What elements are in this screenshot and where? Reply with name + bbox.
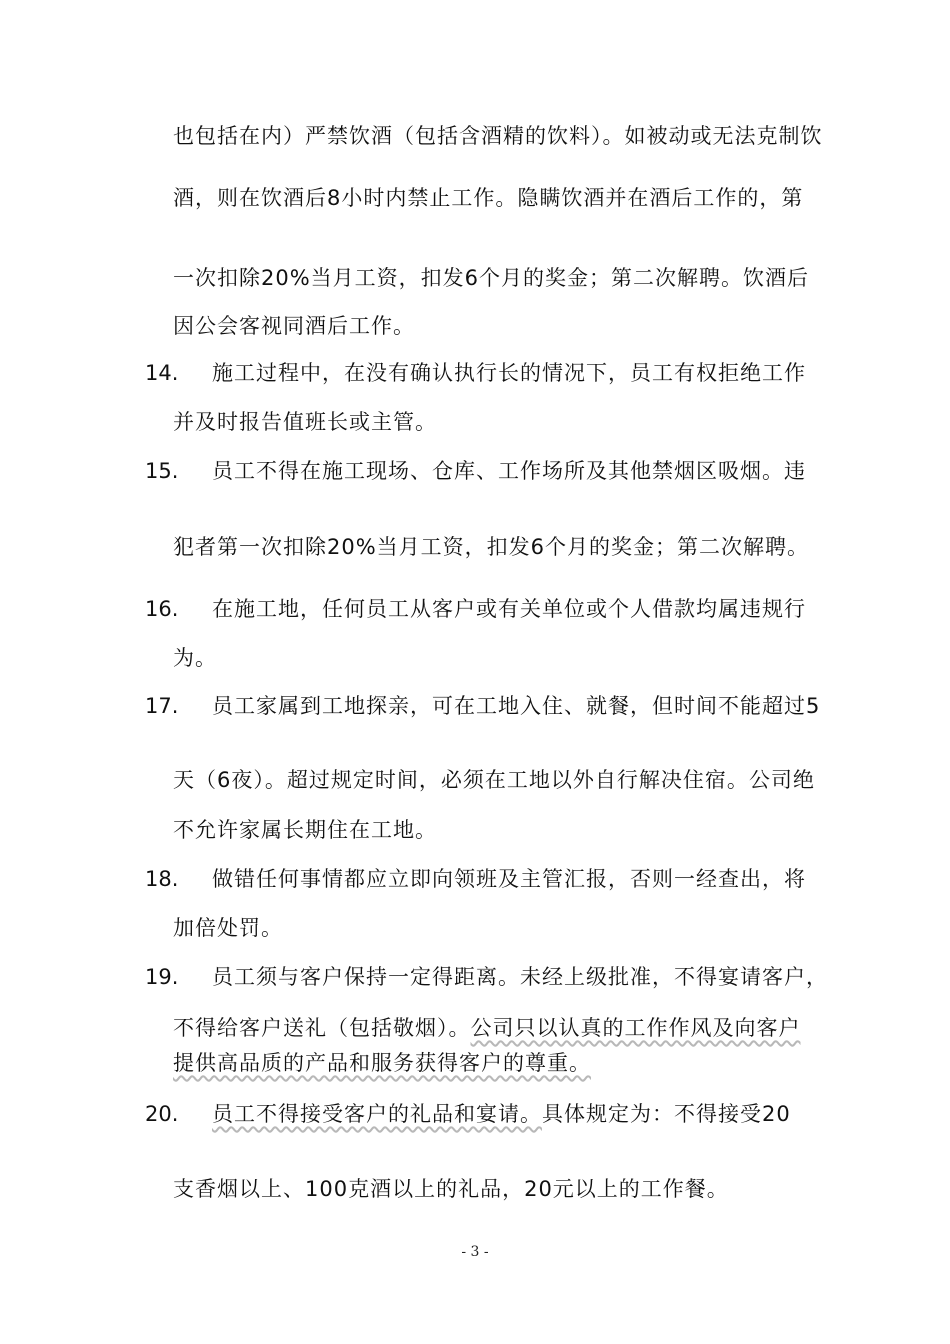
item-number: 18. <box>145 867 179 891</box>
paragraph-line: 因公会客视同酒后工作。 <box>173 314 415 338</box>
item-first-line: 员工须与客户保持一定得距离。未经上级批准，不得宴请客户， <box>212 965 828 989</box>
item-first-line: 施工过程中，在没有确认执行长的情况下，员工有权拒绝工作 <box>212 361 806 385</box>
grammar-marked-text: 公司只以认真的工作作风及向客户 <box>470 1016 801 1040</box>
grammar-marked-text: 员工不得接受客户的礼品和宴请。 <box>212 1102 542 1126</box>
item-first-line: 做错任何事情都应立即向领班及主管汇报，否则一经查出，将 <box>212 867 806 891</box>
paragraph-line: 一次扣除20%当月工资，扣发6个月的奖金；第二次解聘。饮酒后 <box>173 266 810 290</box>
paragraph-line: 加倍处罚。 <box>173 916 283 940</box>
paragraph-line: 犯者第一次扣除20%当月工资，扣发6个月的奖金；第二次解聘。 <box>173 535 810 559</box>
grammar-marked-text: 提供高品质的产品和服务获得客户的尊重。 <box>173 1051 591 1075</box>
item-number: 15. <box>145 459 179 483</box>
item-first-line: 员工不得在施工现场、仓库、工作场所及其他禁烟区吸烟。违 <box>212 459 806 483</box>
paragraph-line: 为。 <box>173 646 217 670</box>
item-first-line: 员工家属到工地探亲，可在工地入住、就餐，但时间不能超过5 <box>212 694 821 718</box>
paragraph-line <box>173 1049 591 1077</box>
paragraph-line: 并及时报告值班长或主管。 <box>173 410 437 434</box>
item-first-line <box>212 1100 791 1128</box>
plain-text: 具体规定为：不得接受20 <box>542 1102 791 1126</box>
paragraph-line: 天（6夜）。超过规定时间，必须在工地以外自行解决住宿。公司绝 <box>173 768 815 792</box>
item-number: 17. <box>145 694 179 718</box>
item-number: 14. <box>145 361 179 385</box>
paragraph-line: 也包括在内）严禁饮酒（包括含酒精的饮料）。如被动或无法克制饮 <box>173 124 823 148</box>
item-number: 16. <box>145 597 179 621</box>
item-number: 19. <box>145 965 179 989</box>
paragraph-line: 支香烟以上、100克酒以上的礼品，20元以上的工作餐。 <box>173 1177 729 1201</box>
item-first-line: 在施工地，任何员工从客户或有关单位或个人借款均属违规行 <box>212 597 806 621</box>
paragraph-line: 不允许家属长期住在工地。 <box>173 818 437 842</box>
item-number: 20. <box>145 1102 179 1126</box>
plain-text: 不得给客户送礼（包括敬烟）。 <box>173 1016 471 1040</box>
paragraph-line: 酒，则在饮酒后8小时内禁止工作。隐瞒饮酒并在酒后工作的，第 <box>173 186 804 210</box>
paragraph-line <box>173 1014 801 1042</box>
page-number: - 3 - <box>461 1244 489 1260</box>
